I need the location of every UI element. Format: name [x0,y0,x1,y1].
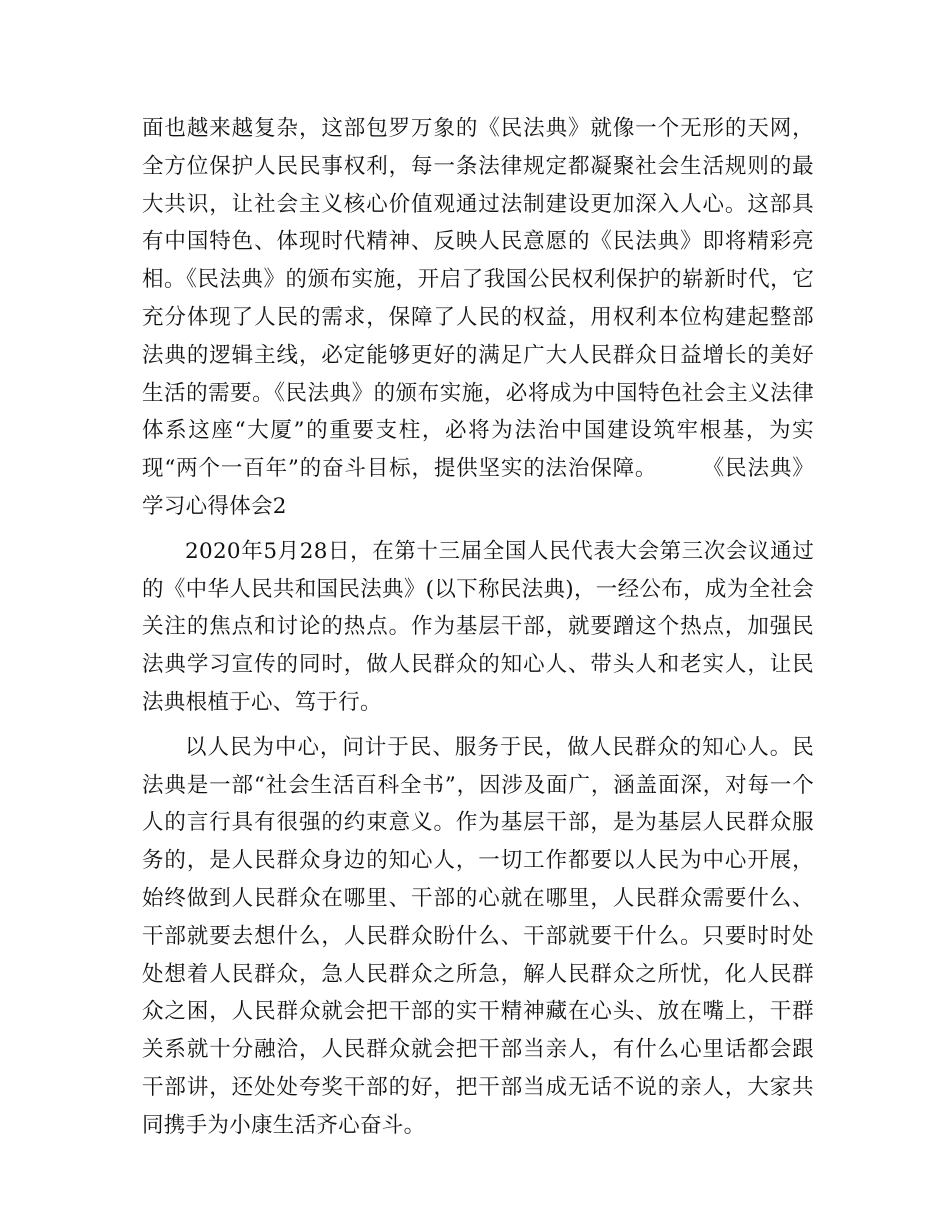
paragraph-1: 面也越来越复杂，这部包罗万象的《民法典》就像一个无形的天网，全方位保护人民民事权利，每一条法律规定都凝聚社会生活规则的最大共识，让社会主义核心价值观通过法制建设更加深入人心。这部具有中国特色、体现时代精神、反映人民意愿的《民法典》即将精彩亮相。《民法典》的颁布实施，开启了我国公民权利保护的崭新时代，它充分体现了人民的需求，保障了人民的权益，用权利本位构建起整部法典的逻辑主线，必定能够更好的满足广大人民群众日益增长的美好生活的需要。《民法典》的颁布实施，必将成为中国特色社会主义法律体系这座“大厦”的重要支柱，必将为法治中国建设筑牢根基，为实现“两个一百年”的奋斗目标，提供坚实的法治保障。 《民法典》学习心得体会2 [142,116,814,519]
document-body [142,110,814,1145]
paragraph-3: 以人民为中心，问计于民、服务于民，做人民群众的知心人。民法典是一部“社会生活百科全书”，因涉及面广，涵盖面深，对每一个人的言行具有很强的约束意义。作为基层干部，是为基层人民群众服务的，是人民群众身边的知心人，一切工作都要以人民为中心开展，始终做到人民群众在哪里、干部的心就在哪里，人民群众需要什么、干部就要去想什么，人民群众盼什么、干部就要干什么。只要时时处处想着人民群众，急人民群众之所急，解人民群众之所忧，化人民群众之困，人民群众就会把干部的实干精神藏在心头、放在嘴上，干群关系就十分融洽，人民群众就会把干部当亲人，有什么心里话都会跟干部讲，还处处夸奖干部的好，把干部当成无话不说的亲人，大家共同携手为小康生活齐心奋斗。 [142,734,814,1138]
paragraph-2: 2020年5月28日，在第十三届全国人民代表大会第三次会议通过的《中华人民共和国民法典》(以下称民法典)，一经公布，成为全社会关注的焦点和讨论的热点。作为基层干部，就要蹭这个热点，加强民法典学习宣传的同时，做人民群众的知心人、带头人和老实人，让民法典根植于心、笃于行。 [142,538,814,715]
